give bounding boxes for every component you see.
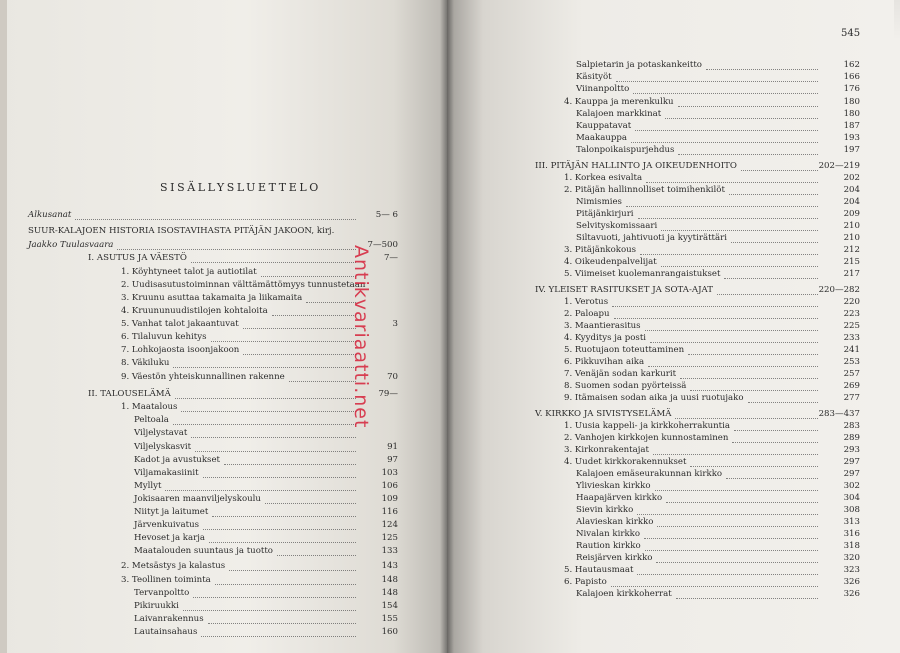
dot-leader [690, 456, 818, 467]
toc-entry-page: 233 [843, 333, 860, 343]
toc-entry-page: 154 [381, 601, 398, 611]
dot-leader [611, 576, 818, 587]
toc-entry-page: 79— [378, 389, 398, 399]
book-gutter [440, 0, 454, 653]
toc-entry-label: Kadot ja avustukset [134, 455, 220, 465]
dot-leader [655, 480, 818, 491]
dot-leader [209, 532, 356, 543]
toc-entry-page: 253 [843, 357, 860, 367]
dot-leader [648, 356, 818, 367]
toc-entry-label: Käsityöt [576, 72, 612, 82]
dot-leader [612, 296, 818, 307]
toc-entry-label: 5. Viimeiset kuolemanrangaistukset [564, 269, 721, 279]
toc-entry-label: 1. Korkea esivalta [564, 173, 643, 183]
toc-entry-label: Ylivieskan kirkko [576, 481, 651, 491]
toc-entry-label: Jokisaaren maanviljelyskoulu [134, 494, 261, 504]
dot-leader [191, 427, 356, 438]
toc-entry-page: 193 [843, 133, 860, 143]
dot-leader [306, 292, 356, 303]
dot-leader [243, 344, 356, 355]
toc-entry-label: Kauppatavat [576, 121, 632, 131]
dot-leader [201, 626, 356, 637]
right-page [447, 0, 900, 653]
toc-entry-page: 125 [381, 533, 398, 543]
toc-entry-label: 1. Maatalous [121, 402, 178, 412]
toc-entry-page: 297 [843, 457, 860, 467]
toc-entry-label: Sievin kirkko [576, 505, 634, 515]
toc-entry-label: 5. Vanhat talot jakaantuvat [121, 319, 239, 329]
toc-entry-page: 326 [843, 577, 860, 587]
toc-entry-label: Reisjärven kirkko [576, 553, 653, 563]
toc-entry-label: Viljelystavat [134, 428, 188, 438]
toc-entry-page: 204 [843, 197, 860, 207]
toc-entry-page: 297 [843, 469, 860, 479]
dot-leader [666, 492, 818, 503]
toc-entry-label: 3. Teollinen toiminta [121, 575, 211, 585]
dot-leader [203, 467, 356, 478]
dot-leader [638, 208, 818, 219]
dot-leader [165, 480, 356, 491]
toc-entry-label: Talonpoikaispurjehdus [576, 145, 675, 155]
toc-entry-page: 302 [843, 481, 860, 491]
dot-leader [661, 256, 818, 267]
toc-entry-label: 6. Papisto [564, 577, 607, 587]
toc-entry-label: Nivalan kirkko [576, 529, 641, 539]
toc-entry-page: 212 [843, 245, 860, 255]
dot-leader [224, 454, 356, 465]
dot-leader [657, 516, 818, 527]
toc-entry-page: 293 [843, 445, 860, 455]
toc-entry-page: 148 [381, 588, 398, 598]
toc-entry-label: 2. Pitäjän hallinnolliset toimihenkilöt [564, 185, 725, 195]
dot-leader [193, 587, 356, 598]
toc-entry-label: 3. Kruunu asuttaa takamaita ja liikamaita [121, 293, 303, 303]
toc-entry-label: Viljamakasiinit [134, 468, 199, 478]
toc-entry-page: 220 [843, 297, 860, 307]
toc-entry-page: 283 [843, 421, 860, 431]
dot-leader [195, 441, 356, 452]
page-title: SISÄLLYSLUETTELO [160, 181, 321, 194]
toc-entry-label: Raution kirkko [576, 541, 641, 551]
toc-entry-page: 215 [843, 257, 860, 267]
toc-entry-label: Laivanrakennus [134, 614, 204, 624]
toc-entry-page: 166 [843, 72, 860, 82]
toc-entry-page: 7—500 [367, 240, 398, 250]
toc-entry-label: Peltoala [134, 415, 169, 425]
toc-entry-page: 133 [381, 546, 398, 556]
toc-entry-page: 225 [843, 321, 860, 331]
toc-entry-label: 3. Maantierasitus [564, 321, 641, 331]
toc-entry-label: Viinanpoltto [576, 84, 630, 94]
toc-entry-page: 316 [843, 529, 860, 539]
toc-entry-page: 91 [387, 442, 398, 452]
toc-entry-label: 4. Uudet kirkkorakennukset [564, 457, 687, 467]
toc-entry-page: 109 [381, 494, 398, 504]
toc-entry-label: 1. Köyhtyneet talot ja autiotilat [121, 267, 257, 277]
toc-entry-label: 4. Kauppa ja merenkulku [564, 97, 674, 107]
toc-entry-label: Alkusanat [28, 210, 72, 220]
toc-entry-page: 277 [843, 393, 860, 403]
dot-leader [653, 444, 818, 455]
toc-entry-page: 103 [381, 468, 398, 478]
toc-entry-page: 320 [843, 553, 860, 563]
toc-entry-page: 176 [843, 84, 860, 94]
toc-entry-label: 8. Väkiluku [121, 358, 170, 368]
toc-entry-page: 313 [843, 517, 860, 527]
toc-entry-label: 6. Pikkuvihan aika [564, 357, 645, 367]
toc-entry-label: 6. Tilaluvun kehitys [121, 332, 207, 342]
toc-entry-label: Viljelyskasvit [134, 442, 192, 452]
toc-entry-label: Lautainsahaus [134, 627, 198, 637]
dot-leader [644, 528, 818, 539]
toc-entry-label: Pikiruukki [134, 601, 179, 611]
dot-leader [665, 108, 818, 119]
toc-entry-label: V. KIRKKO JA SIVISTYSELÄMÄ [535, 409, 672, 419]
watermark-text: Antikvariaatti.net [350, 245, 372, 429]
dot-leader [272, 305, 356, 316]
toc-entry-label: 8. Suomen sodan pyörteissä [564, 381, 687, 391]
toc-entry-page: 180 [843, 97, 860, 107]
toc-entry-page: 204 [843, 185, 860, 195]
toc-entry-label: Hevoset ja karja [134, 533, 206, 543]
toc-entry-page: 210 [843, 221, 860, 231]
toc-entry-page: 318 [843, 541, 860, 551]
toc-entry-page: 3 [392, 319, 398, 329]
toc-entry-label: Alavieskan kirkko [576, 517, 654, 527]
toc-entry-label: 4. Kyyditys ja posti [564, 333, 647, 343]
page-edge [0, 0, 7, 653]
dot-leader [645, 320, 818, 331]
dot-leader [688, 344, 818, 355]
dot-leader [637, 504, 818, 515]
dot-leader [75, 209, 356, 220]
toc-entry-page: 289 [843, 433, 860, 443]
toc-entry-label: 7. Lohkojaosta isoonjakoon [121, 345, 240, 355]
toc-entry-label: Maakauppa [576, 133, 628, 143]
dot-leader [175, 388, 356, 399]
dot-leader [183, 600, 356, 611]
dot-leader [616, 71, 818, 82]
dot-leader [637, 564, 818, 575]
dot-leader [212, 506, 356, 517]
toc-entry-page: 326 [843, 589, 860, 599]
dot-leader [181, 401, 356, 412]
dot-leader [635, 120, 818, 131]
toc-entry-label: Maatalouden suuntaus ja tuotto [134, 546, 273, 556]
toc-entry-label: Siltavuoti, jahtivuoti ja kyytirättäri [576, 233, 727, 243]
toc-entry-page: 308 [843, 505, 860, 515]
toc-entry-label: Niityt ja laitumet [134, 507, 209, 517]
toc-entry-label: 2. Metsästys ja kalastus [121, 561, 226, 571]
toc-entry-label: IV. YLEISET RASITUKSET JA SOTA-AJAT [535, 285, 714, 295]
toc-entry-label: Nimismies [576, 197, 622, 207]
toc-entry-page: 5— 6 [375, 210, 398, 220]
toc-entry-page: 7— [383, 253, 398, 263]
toc-entry-label: Tervanpoltto [134, 588, 190, 598]
dot-leader [675, 408, 818, 419]
toc-entry-page: 209 [843, 209, 860, 219]
toc-entry-label: III. PITÄJÄN HALLINTO JA OIKEUDENHOITO [535, 161, 737, 171]
page-shadow [894, 0, 900, 40]
toc-entry-page: 304 [843, 493, 860, 503]
toc-entry-label: 1. Uusia kappeli- ja kirkkoherrakuntia [564, 421, 731, 431]
toc-entry-page: 202 [843, 173, 860, 183]
dot-leader [626, 196, 818, 207]
toc-entry-page: 197 [843, 145, 860, 155]
dot-leader [614, 308, 818, 319]
dot-leader [203, 519, 356, 530]
toc-entry-label: 5. Hautausmaat [564, 565, 634, 575]
dot-leader [631, 132, 818, 143]
dot-leader [678, 96, 818, 107]
dot-leader [656, 552, 818, 563]
toc-entry-label: Haapajärven kirkko [576, 493, 663, 503]
dot-leader [229, 560, 356, 571]
toc-entry-label: 3. Kirkonrakentajat [564, 445, 650, 455]
toc-entry-label: SUUR-KALAJOEN HISTORIA ISOSTAVIHASTA PITÄJÄN JAKOON, kirj. [28, 226, 335, 236]
dot-leader [117, 239, 356, 250]
toc-entry-page: 202—219 [818, 161, 860, 171]
dot-leader [211, 331, 356, 342]
toc-entry-page: 180 [843, 109, 860, 119]
toc-entry-page: 116 [381, 507, 398, 517]
toc-entry-label: II. TALOUSELÄMÄ [88, 389, 171, 399]
toc-entry-page: 162 [843, 60, 860, 70]
toc-entry-label: 7. Venäjän sodan karkurit [564, 369, 677, 379]
toc-entry-page: 97 [387, 455, 398, 465]
toc-entry-page: 70 [387, 372, 398, 382]
toc-entry-page: 155 [381, 614, 398, 624]
toc-entry-page: 223 [843, 309, 860, 319]
toc-entry-label: Jaakko Tuulasvaara [28, 240, 114, 250]
toc-entry-label: 2. Vanhojen kirkkojen kunnostaminen [564, 433, 729, 443]
dot-leader [690, 380, 818, 391]
toc-entry-page: 220—282 [818, 285, 860, 295]
toc-entry-label: I. ASUTUS JA VÄESTÖ [88, 253, 187, 263]
dot-leader [650, 332, 818, 343]
toc-entry-page: 148 [381, 575, 398, 585]
toc-entry-label: 9. Väestön yhteiskunnallinen rakenne [121, 372, 285, 382]
toc-entry-page: 160 [381, 627, 398, 637]
toc-entry-label: 3. Pitäjänkokous [564, 245, 637, 255]
toc-entry-label: 2. Paloapu [564, 309, 610, 319]
dot-leader [640, 244, 818, 255]
dot-leader [261, 266, 356, 277]
toc-entry-page: 124 [381, 520, 398, 530]
toc-entry-page: 187 [843, 121, 860, 131]
toc-entry-label: 2. Uudisasutustoiminnan välttämättömyys tunnustetaan [121, 280, 366, 290]
toc-entry-page: 143 [381, 561, 398, 571]
toc-entry-page: 323 [843, 565, 860, 575]
dot-leader [676, 588, 818, 599]
toc-entry-label: 5. Ruotujaon toteuttaminen [564, 345, 685, 355]
dot-leader [191, 252, 356, 263]
toc-entry-label: 1. Verotus [564, 297, 609, 307]
toc-entry-page: 210 [843, 233, 860, 243]
toc-entry-page: 257 [843, 369, 860, 379]
toc-entry-label: 4. Oikeudenpalvelijat [564, 257, 657, 267]
page-number: 545 [841, 28, 861, 39]
toc-entry-label: Kalajoen kirkkoherrat [576, 589, 672, 599]
dot-leader [173, 357, 356, 368]
dot-leader [646, 172, 818, 183]
toc-entry-label: Selvityskomissaari [576, 221, 658, 231]
toc-entry-label: Myllyt [134, 481, 162, 491]
dot-leader [215, 574, 356, 585]
toc-entry-page: 106 [381, 481, 398, 491]
dot-leader [680, 368, 818, 379]
dot-leader [678, 144, 818, 155]
toc-entry-page: 217 [843, 269, 860, 279]
toc-entry-label: 4. Kruununuudistilojen kohtaloita [121, 306, 268, 316]
toc-entry-label: Kalajoen emäseurakunnan kirkko [576, 469, 723, 479]
toc-entry-page: 283—437 [818, 409, 860, 419]
toc-entry-page: 269 [843, 381, 860, 391]
dot-leader [645, 540, 818, 551]
toc-entry-label: Salpietarin ja potaskankeitto [576, 60, 702, 70]
toc-entry-label: Pitäjänkirjuri [576, 209, 634, 219]
left-page [0, 0, 447, 653]
dot-leader [633, 83, 818, 94]
dot-leader [208, 613, 356, 624]
dot-leader [173, 414, 356, 425]
toc-entry-label: Järvenkuivatus [134, 520, 200, 530]
toc-entry-label: Kalajoen markkinat [576, 109, 662, 119]
dot-leader [661, 220, 818, 231]
toc-entry-page: 241 [843, 345, 860, 355]
toc-entry-label: 9. Itämaisen sodan aika ja uusi ruotujako [564, 393, 744, 403]
